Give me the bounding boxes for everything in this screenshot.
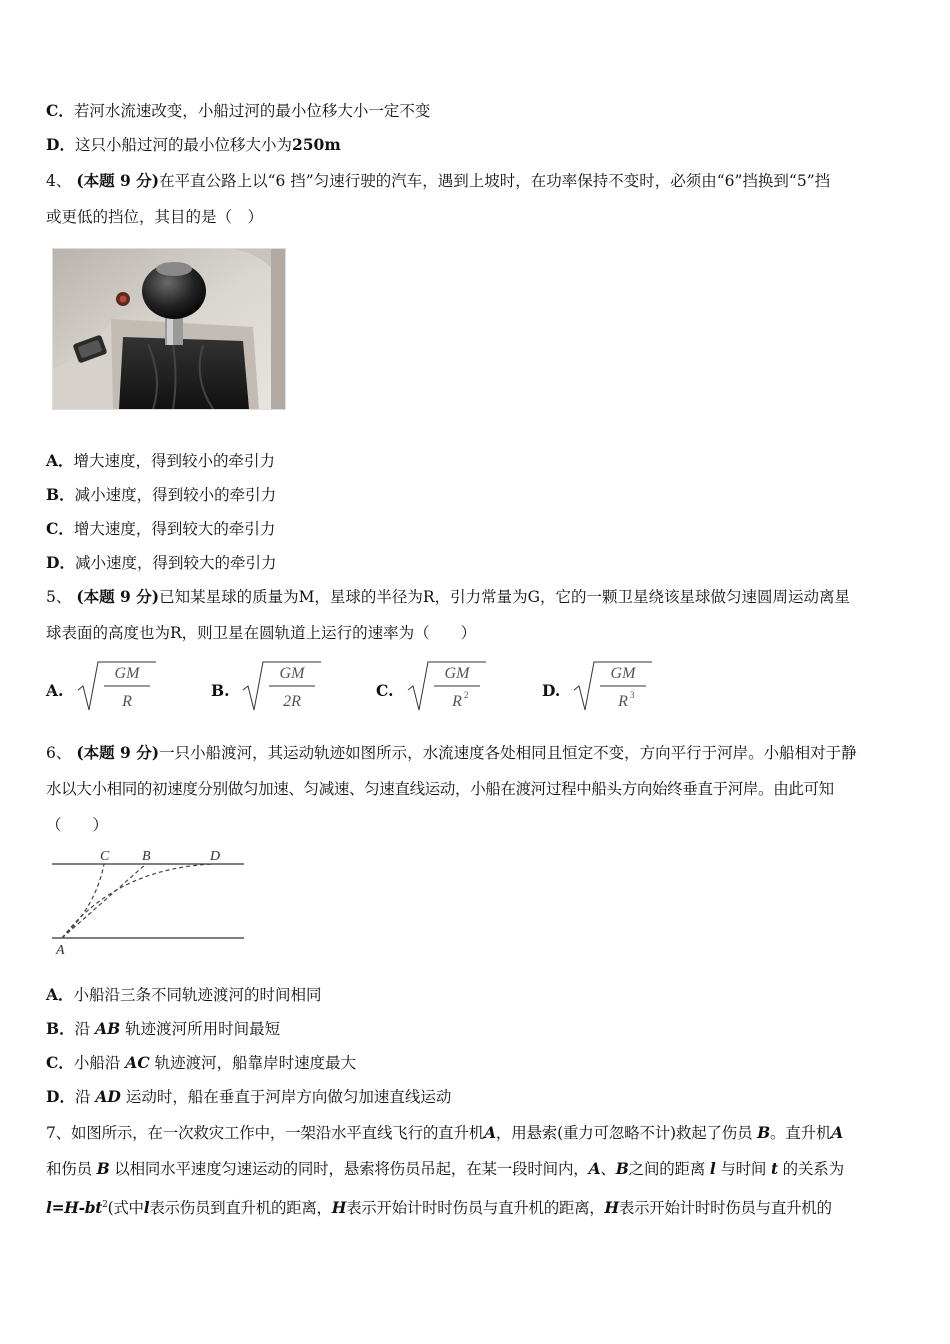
option-label: B． — [46, 485, 75, 504]
question-number: 6、 — [46, 744, 72, 762]
question-score: (本题 9 分) — [76, 587, 160, 606]
question-7-stem — [46, 1122, 908, 1144]
question-text: 在平直公路上以“6 挡”匀速行驶的汽车，遇到上坡时，在功率保持不变时，必须由“6”挡换到“5”挡 — [159, 172, 831, 190]
trajectory-ac — [62, 864, 104, 938]
option-6c — [46, 1052, 908, 1074]
option-text: 减小速度，得到较小的牵引力 — [74, 486, 277, 504]
option-4b — [46, 484, 908, 506]
trajectory-ad — [62, 864, 214, 938]
option-text: 这只小船过河的最小位移大小为 — [74, 136, 292, 154]
question-number: 7、 — [46, 1124, 71, 1142]
option-6a — [46, 984, 908, 1006]
option-label: A． — [46, 985, 74, 1004]
variable: t — [770, 1159, 778, 1178]
question-text: ，用悬索(重力可忽略不计)救起了伤员 — [495, 1124, 753, 1142]
option-4a — [46, 450, 908, 472]
variable: B — [96, 1159, 110, 1178]
question-text: 之间的距离 — [628, 1160, 706, 1178]
option-label: D． — [46, 1087, 75, 1106]
sqrt-formula — [404, 656, 514, 716]
option-label: D. — [542, 681, 561, 700]
option-text: 增大速度，得到较小的牵引力 — [73, 452, 276, 470]
variable: B — [757, 1123, 771, 1142]
option-text: 小船沿 — [73, 1054, 121, 1072]
variable: AB — [95, 1019, 121, 1038]
fraction-numerator: GM — [279, 665, 305, 682]
question-text: 以相同水平速度匀速运动的同时，悬索将伤员吊起，在某一段时间内， — [114, 1160, 589, 1178]
option-label: C． — [46, 1053, 74, 1072]
point-label-b: B — [142, 849, 151, 864]
option-3d — [46, 134, 908, 156]
option-4c — [46, 518, 908, 540]
variable: A — [831, 1123, 844, 1142]
variable: l — [143, 1198, 150, 1218]
variable: B — [615, 1159, 629, 1178]
option-text: 减小速度，得到较大的牵引力 — [74, 554, 277, 572]
option-value: 250m — [291, 135, 341, 154]
question-4-stem — [46, 170, 908, 192]
option-text: 运动时，船在垂直于河岸方向做匀加速直线运动 — [125, 1088, 452, 1106]
question-text: 和伤员 — [46, 1160, 92, 1178]
question-6-stem-cont2: （ ） — [46, 816, 109, 834]
option-text: 若河水流速改变，小船过河的最小位移大小一定不变 — [73, 102, 431, 120]
river-crossing-diagram — [46, 846, 250, 958]
formula-exponent: 2 — [102, 1200, 108, 1210]
question-6-stem — [46, 742, 908, 764]
sqrt-formula — [570, 656, 680, 716]
question-score: (本题 9 分) — [76, 743, 160, 762]
denominator-exponent: 3 — [630, 690, 635, 700]
question-text: 一只小船渡河，其运动轨迹如图所示，水流速度各处相同且恒定不变，方向平行于河岸。小船相对于静 — [159, 744, 857, 762]
gear-shifter-image — [53, 249, 285, 409]
option-text: 轨迹渡河所用时间最短 — [125, 1020, 281, 1038]
sqrt-formula — [74, 656, 184, 716]
fraction-numerator: GM — [114, 665, 140, 682]
option-label: A． — [46, 451, 74, 470]
question-text: 的关系为 — [782, 1160, 844, 1178]
question-text: 。直升机 — [770, 1124, 832, 1142]
fraction-denominator: R — [122, 693, 132, 710]
option-text: 增大速度，得到较大的牵引力 — [73, 520, 276, 538]
question-5-stem — [46, 586, 908, 608]
option-label: D． — [46, 553, 75, 572]
option-6b — [46, 1018, 908, 1040]
variable: AC — [125, 1053, 150, 1072]
question-text: 与时间 — [720, 1160, 767, 1178]
question-text: 表示开始计时时伤员与直升机的 — [618, 1199, 832, 1218]
question-6-stem-cont: 水以大小相同的初速度分别做匀加速、匀减速、匀速直线运动，小船在渡河过程中船头方向始终垂直于河岸。由此可知 — [46, 780, 834, 798]
variable: H — [331, 1198, 347, 1218]
question-text: 、 — [600, 1160, 616, 1178]
variable: AD — [95, 1087, 121, 1106]
question-text: 表示伤员到直升机的距离， — [149, 1199, 332, 1218]
option-label: D． — [46, 135, 75, 154]
option-label: B. — [211, 681, 230, 700]
question-7-stem-cont — [46, 1158, 908, 1180]
variable: l — [709, 1159, 716, 1178]
option-text: 轨迹渡河，船靠岸时速度最大 — [154, 1054, 357, 1072]
question-text: 如图所示，在一次救灾工作中，一架沿水平直线飞行的直升机 — [70, 1124, 485, 1142]
question-text: 表示开始计时时伤员与直升机的距离， — [346, 1199, 605, 1218]
option-label: B． — [46, 1019, 75, 1038]
variable: H — [604, 1198, 619, 1218]
fraction-denominator: R — [452, 693, 462, 710]
question-4-stem-cont: 或更低的挡位，其目的是（ ） — [46, 208, 264, 226]
question-5-stem-cont: 球表面的高度也为R，则卫星在圆轨道上运行的速率为（ ） — [46, 624, 477, 642]
variable: A — [588, 1159, 601, 1178]
option-label: C． — [46, 101, 74, 120]
point-label-c: C — [100, 849, 110, 864]
option-3c — [46, 100, 908, 122]
fraction-numerator: GM — [444, 665, 470, 682]
sqrt-formula — [239, 656, 349, 716]
denominator-exponent: 2 — [464, 690, 469, 700]
fraction-denominator: 2R — [283, 693, 301, 710]
fraction-denominator: R — [618, 693, 628, 710]
question-5-options — [46, 656, 908, 716]
option-text: 沿 — [74, 1088, 91, 1106]
trajectory-ab — [62, 864, 146, 938]
gear-shifter-photo — [52, 248, 286, 410]
option-text: 小船沿三条不同轨迹渡河的时间相同 — [73, 986, 322, 1004]
question-7-stem-cont2 — [46, 1194, 908, 1219]
variable: A — [484, 1123, 496, 1142]
point-label-d: D — [210, 849, 221, 864]
trajectory-figure — [46, 846, 250, 958]
question-text: (式中 — [107, 1199, 144, 1218]
option-label: C. — [376, 681, 394, 700]
option-6d — [46, 1086, 908, 1108]
formula: l=H-bt — [46, 1198, 103, 1218]
question-number: 5、 — [46, 588, 72, 606]
question-text: 已知某星球的质量为M，星球的半径为R，引力常量为G，它的一颗卫星绕该星球做匀速圆周运动离星 — [159, 588, 850, 606]
question-score: (本题 9 分) — [76, 171, 160, 190]
fraction-numerator: GM — [610, 665, 636, 682]
option-4d — [46, 552, 908, 574]
option-label: A. — [46, 681, 64, 700]
point-label-a: A — [56, 943, 65, 958]
option-label: C． — [46, 519, 74, 538]
question-number: 4、 — [46, 172, 72, 190]
option-text: 沿 — [74, 1020, 91, 1038]
